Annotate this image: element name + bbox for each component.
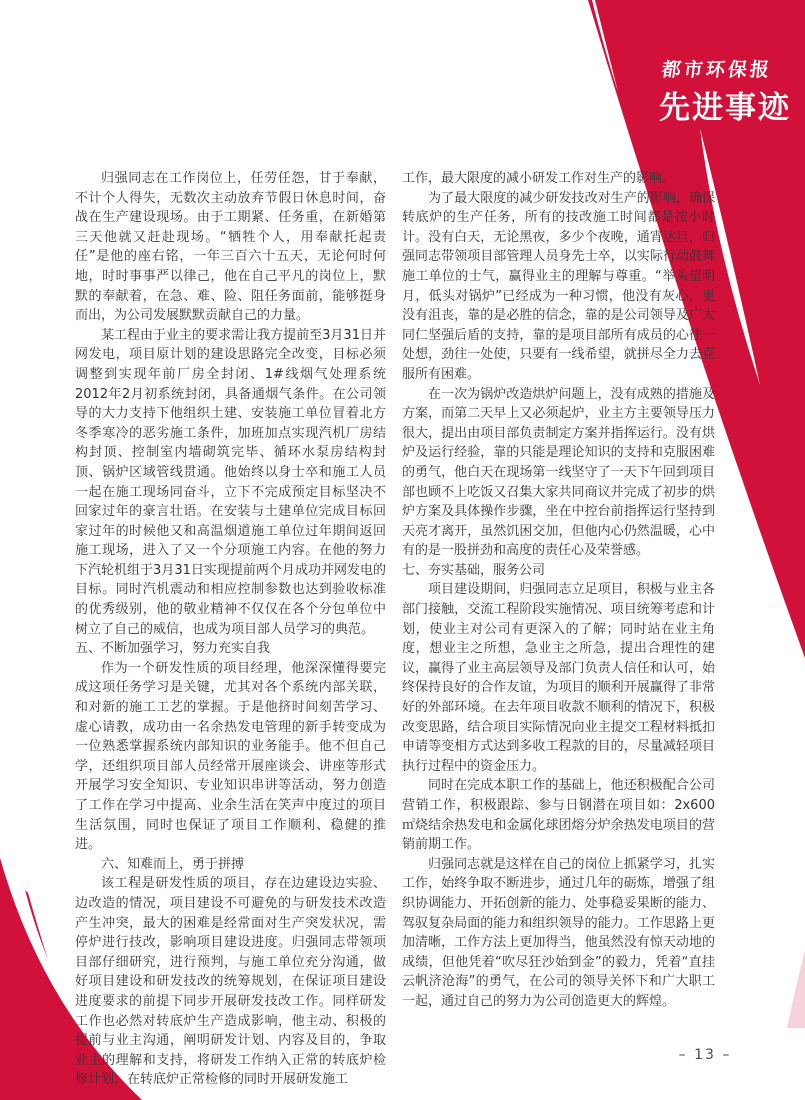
paragraph: 工作，最大限度的减小研发工作对生产的影响。 — [402, 171, 676, 186]
paragraph: 为了最大限度的减少研发技改对生产的影响，确保转底炉的生产任务，所有的技改施工时间都是按小时计。没有白天，无论黑夜，多少个夜晚，通宵达旦，归强同志带领项目部管理人员身先士卒，以实际行动鼓舞施工单位的士气，赢得业主的理解与尊重。“举头望明月，低头对锅炉”已经成为一种习惯，他没有灰心，更没有沮丧，靠的是必胜的信念，靠的是公司领导及广大同仁坚强后盾的支持，靠的是项目部所有成员的心往一处想，劲往一处使，只要有一线希望，就拼尽全力去克服所有困难。 — [402, 190, 715, 382]
paragraph: 某工程由于业主的要求需让我方提前至3月31日并网发电，项目原计划的建设思路完全改变，目标必须调整到实现年前厂房全封闭、1#线烟气处理系统2012年2月初系统封闭，具备通烟气条件。在公司领导的大力支持下他组织土建、安装施工单位冒着北方冬季寒冷的恶劣施工条件，加班加点实现汽机厂房结构封顶、控制室内墙砌筑完毕、循环水泵房结构封顶、锅炉区域管线贯通。他始终以身士卒和施工人员一起在施工现场同奋斗，立下不完成预定目标坚决不回家过年的豪言壮语。在安装与土建单位完成目标回家过年的时候他又和高温烟道施工单位过年期间返回施工现场，进入了又一个分项施工内容。在他的努力下汽轮机组于3月31日实现提前两个月成功并网发电的目标。同时汽机震动和相应控制参数也达到验收标准的优秀级别，他的敬业精神不仅仅在各个分包单位中树立了自己的威信，也成为项目部人员学习的典范。 — [75, 327, 386, 637]
paragraph: 同时在完成本职工作的基础上，他还积极配合公司营销工作，积极跟踪、参与日钢潜在项目如：2x600㎡烧结余热发电和金属化球团熔分炉余热发电项目的营销前期工作。 — [402, 778, 715, 853]
bottomright-pink-sliver — [787, 950, 805, 1028]
paragraph: 该工程是研发性质的项目，存在边建设边实验、边改造的情况，项目建设不可避免的与研发技术改造产生冲突，最大的困难是经常面对生产突发状况，需停炉进行技改，影响项目建设进度。归强同志带领项目部仔细研究，进行预判，与施工单位充分沟通，做好项目建设和研发技改的统筹规划，在保证项目建设进度要求的前提下同步开展研发技改工作。同样研发工作也必然对转底炉生产造成影响，他主动、积极的提前与业主沟通，阐明研发计划、内容及目的，争取业主的理解和支持，将研发工作纳入正常的转底炉检修计划，在转底炉正常检修的同时开展研发施工 — [75, 876, 386, 1088]
page-number: – 13 – — [678, 1047, 732, 1063]
paragraph: 在一次为锅炉改造烘炉问题上，没有成熟的措施及方案，而第二天早上又必须起炉，业主方主要领导压力很大，提出由项目部负责制定方案并指挥运行。没有烘炉及运行经验，靠的只能是理论知识的支持和克服困难的勇气，他白天在现场第一线坚守了一天下午回到项目部也顾不上吃饭又召集大家共同商议并完成了初步的烘炉方案及具体操作步骤，坐在中控台前指挥运行坚持到天亮才离开，虽然饥困交加，但他内心仍然温暖，心中有的是一股拼劲和高度的责任心及荣誉感。 — [402, 386, 715, 559]
section-heading: 五、不断加强学习，努力充实自我 — [75, 641, 271, 657]
paragraph: 归强同志就是这样在自己的岗位上抓紧学习，扎实工作，始终争取不断进步，通过几年的砺炼，增强了组织协调能力、开拓创新的能力、处事稳妥果断的能力、驾驭复杂局面的能力和组织领导的能力。工作思路上更加清晰，工作方法上更加得当，他虽然没有惊天动地的成绩，但他凭着“吹尽狂沙始到金”的毅力，凭着“直挂云帆济沧海”的勇气，在公司的领导关怀下和广大职工一起，通过自己的努力为公司创造更大的辉煌。 — [402, 856, 715, 1009]
paragraph: 项目建设期间，归强同志立足项目，积极与业主各部门接触，交流工程阶段实施情况、项目统筹考虑和计划，使业主对公司有更深入的了解；同时站在业主角度，想业主之所想，急业主之所急，提出合理性的建议，赢得了业主高层领导及部门负责人信任和认可，始终保持良好的合作友谊，为项目的顺利开展赢得了非常好的外部环境。在去年项目收款不顺利的情况下，积极改变思路，结合项目实际情况向业主提交工程材料抵扣申请等变相方式达到多收工程款的目的，尽量减轻项目执行过程中的资金压力。 — [402, 582, 715, 774]
paragraph: 归强同志在工作岗位上，任劳任怨，甘于奉献，不计个人得失，无数次主动放弃节假日休息时间，奋战在生产建设现场。由于工期紧、任务重，在新婚第三天他就又赶赴现场。“牺牲个人，用奉献托起责任”是他的座右铭，一年三百六十五天，无论何时何地，时时事事严以律己，他在自己平凡的岗位上，默默的奉献着，在急、难、险、阻任务面前，能够挺身而出，为公司发展默默贡献自己的力量。 — [75, 171, 386, 324]
right-column — [402, 169, 715, 1012]
left-column — [75, 169, 386, 1090]
paragraph: 作为一个研发性质的项目经理，他深深懂得要完成这项任务学习是关键，尤其对各个系统内部关联，和对新的施工工艺的掌握。于是他挤时间刻苦学习、虚心请教，成功由一名余热发电管理的新手转变成为一位熟悉掌握系统内部知识的业务能手。他不但自己学，还组织项目部人员经常开展座谈会、讲座等形式开展学习安全知识、专业知识串讲等活动，努力创造了工作在学习中提高、业余生活在笑声中度过的项目生活氛围，同时也保证了项目工作顺利、稳健的推进。 — [75, 660, 386, 853]
section-heading: 六、知难而上，勇于拼搏 — [101, 856, 245, 872]
section-title: 先进事迹 — [659, 90, 791, 126]
section-heading: 七、夯实基础，服务公司 — [402, 562, 546, 578]
masthead-logo: 都市环保报 — [660, 59, 774, 81]
